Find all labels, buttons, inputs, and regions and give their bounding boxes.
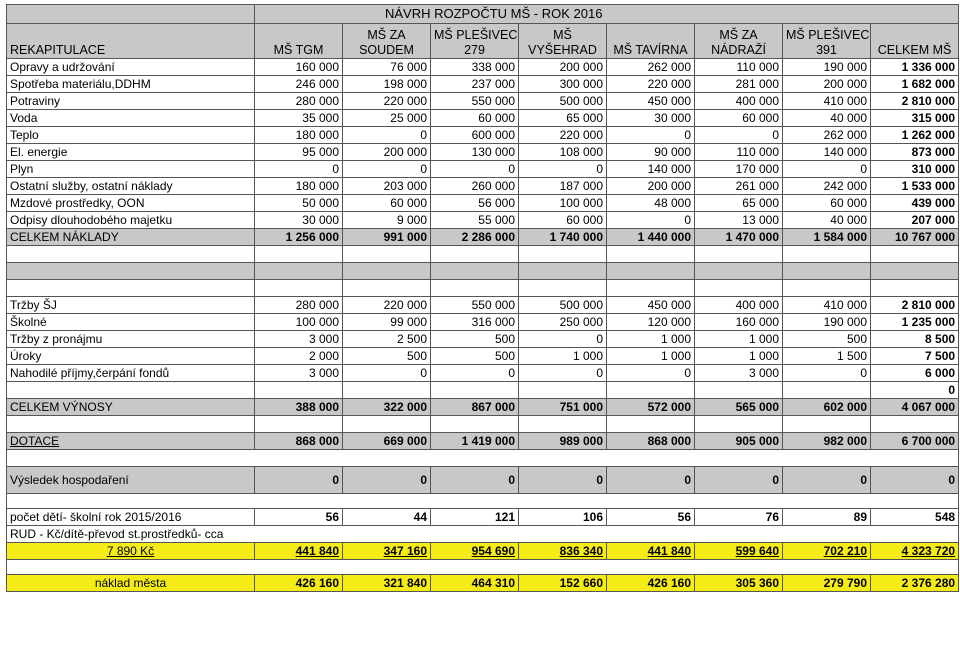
spacer-cell	[783, 416, 871, 433]
spacer-cell	[695, 280, 783, 297]
row-value: 180 000	[255, 178, 343, 195]
spacer-row	[7, 246, 959, 263]
row-value: 0	[783, 467, 871, 494]
row-value: 76	[695, 509, 783, 526]
header-col: CELKEM MŠ	[871, 24, 959, 59]
row-label: El. energie	[7, 144, 255, 161]
row-value: 991 000	[343, 229, 431, 246]
spacer-cell	[7, 416, 255, 433]
row-value: 410 000	[783, 297, 871, 314]
row-value: 220 000	[519, 127, 607, 144]
row-value: 989 000	[519, 433, 607, 450]
row-value: 388 000	[255, 399, 343, 416]
row-value: 110 000	[695, 59, 783, 76]
row-value: 0	[519, 467, 607, 494]
spacer-cell	[431, 382, 519, 399]
row-value: 198 000	[343, 76, 431, 93]
row-value: 0	[695, 127, 783, 144]
revenue-row	[7, 348, 959, 365]
row-value: 0	[783, 365, 871, 382]
row-value: 338 000	[431, 59, 519, 76]
cost-row	[7, 161, 959, 178]
spacer-cell	[7, 246, 255, 263]
row-label: Spotřeba materiálu,DDHM	[7, 76, 255, 93]
cost-row	[7, 127, 959, 144]
row-value: 4 323 720	[871, 543, 959, 560]
row-value: 1 533 000	[871, 178, 959, 195]
spacer-cell	[343, 416, 431, 433]
row-label: počet dětí- školní rok 2015/2016	[7, 509, 255, 526]
spacer-cell	[783, 280, 871, 297]
row-value: 13 000	[695, 212, 783, 229]
row-value: 65 000	[695, 195, 783, 212]
row-value: 30 000	[607, 110, 695, 127]
costs-total-row	[7, 229, 959, 246]
row-value: 261 000	[695, 178, 783, 195]
spacer-cell	[519, 280, 607, 297]
row-value: 321 840	[343, 575, 431, 592]
spacer-cell	[871, 416, 959, 433]
spacer-cell	[431, 416, 519, 433]
spacer-row	[7, 382, 959, 399]
row-value: 0	[607, 212, 695, 229]
row-value: 48 000	[607, 195, 695, 212]
row-value: 464 310	[431, 575, 519, 592]
row-value: 220 000	[343, 297, 431, 314]
row-label: Odpisy dlouhodobého majetku	[7, 212, 255, 229]
header-col: MŠ PLEŠIVEC 391	[783, 24, 871, 59]
row-value: 76 000	[343, 59, 431, 76]
row-value: 281 000	[695, 76, 783, 93]
spacer-row	[7, 280, 959, 297]
spacer-cell	[343, 246, 431, 263]
page-title: NÁVRH ROZPOČTU MŠ - ROK 2016	[255, 5, 959, 24]
row-value: 500	[343, 348, 431, 365]
row-value: 0	[343, 365, 431, 382]
spacer-cell	[783, 246, 871, 263]
row-label: CELKEM NÁKLADY	[7, 229, 255, 246]
row-value: 260 000	[431, 178, 519, 195]
row-value: 60 000	[695, 110, 783, 127]
spacer-cell	[607, 246, 695, 263]
dotace-row	[7, 433, 959, 450]
row-value: 187 000	[519, 178, 607, 195]
row-value: 450 000	[607, 93, 695, 110]
row-label: 7 890 Kč	[7, 543, 255, 560]
spacer-cell: 0	[871, 382, 959, 399]
row-value: 751 000	[519, 399, 607, 416]
row-value: 280 000	[255, 93, 343, 110]
row-value: 500	[431, 331, 519, 348]
row-value: 400 000	[695, 297, 783, 314]
row-label: Voda	[7, 110, 255, 127]
row-value: 60 000	[519, 212, 607, 229]
spacer-cell	[607, 382, 695, 399]
wide-cell	[7, 560, 959, 575]
row-value: 99 000	[343, 314, 431, 331]
row-value: 0	[343, 467, 431, 494]
row-value: 1 000	[695, 331, 783, 348]
row-value: 108 000	[519, 144, 607, 161]
row-value: 1 584 000	[783, 229, 871, 246]
row-value: 56	[607, 509, 695, 526]
row-value: 1 000	[607, 348, 695, 365]
spacer-cell	[607, 416, 695, 433]
spacer-cell	[255, 246, 343, 263]
spacer-cell	[519, 263, 607, 280]
row-value: 90 000	[607, 144, 695, 161]
row-value: 250 000	[519, 314, 607, 331]
row-value: 548	[871, 509, 959, 526]
row-value: 450 000	[607, 297, 695, 314]
spacer-cell	[343, 263, 431, 280]
row-value: 669 000	[343, 433, 431, 450]
row-value: 300 000	[519, 76, 607, 93]
row-label: Tržby ŠJ	[7, 297, 255, 314]
row-value: 1 336 000	[871, 59, 959, 76]
revenue-row	[7, 331, 959, 348]
row-value: 140 000	[783, 144, 871, 161]
revenue-row	[7, 297, 959, 314]
cost-row	[7, 195, 959, 212]
row-value: 954 690	[431, 543, 519, 560]
spacer-row	[7, 263, 959, 280]
row-value: 400 000	[695, 93, 783, 110]
spacer-cell	[7, 280, 255, 297]
row-value: 7 500	[871, 348, 959, 365]
spacer-cell	[255, 280, 343, 297]
row-value: 1 740 000	[519, 229, 607, 246]
row-value: 246 000	[255, 76, 343, 93]
cost-row	[7, 110, 959, 127]
row-value: 2 286 000	[431, 229, 519, 246]
row-value: 60 000	[431, 110, 519, 127]
row-value: 121	[431, 509, 519, 526]
row-value: 100 000	[519, 195, 607, 212]
spacer-cell	[431, 246, 519, 263]
cost-row	[7, 59, 959, 76]
row-value: 6 700 000	[871, 433, 959, 450]
row-value: 242 000	[783, 178, 871, 195]
row-value: 1 256 000	[255, 229, 343, 246]
row-value: 0	[519, 331, 607, 348]
header-row	[7, 24, 959, 59]
spacer-cell	[255, 263, 343, 280]
row-value: 439 000	[871, 195, 959, 212]
spacer-cell	[695, 416, 783, 433]
row-label: Ostatní služby, ostatní náklady	[7, 178, 255, 195]
row-value: 200 000	[607, 178, 695, 195]
row-value: 550 000	[431, 297, 519, 314]
row-value: 441 840	[255, 543, 343, 560]
header-col: MŠ VYŠEHRAD	[519, 24, 607, 59]
row-value: 1 000	[519, 348, 607, 365]
row-value: 347 160	[343, 543, 431, 560]
row-label: Opravy a udržování	[7, 59, 255, 76]
wide-cell	[7, 494, 959, 509]
row-value: 190 000	[783, 314, 871, 331]
revenue-row	[7, 365, 959, 382]
row-value: 160 000	[695, 314, 783, 331]
row-value: 56 000	[431, 195, 519, 212]
spacer-cell	[783, 382, 871, 399]
row-value: 3 000	[255, 331, 343, 348]
header-col: MŠ ZA NÁDRAŽÍ	[695, 24, 783, 59]
row-value: 207 000	[871, 212, 959, 229]
wide-row	[7, 494, 959, 509]
row-value: 867 000	[431, 399, 519, 416]
row-label: DOTACE	[7, 433, 255, 450]
row-value: 441 840	[607, 543, 695, 560]
row-label: Nahodilé příjmy,čerpání fondů	[7, 365, 255, 382]
row-value: 2 376 280	[871, 575, 959, 592]
row-value: 220 000	[607, 76, 695, 93]
row-value: 310 000	[871, 161, 959, 178]
row-value: 120 000	[607, 314, 695, 331]
row-value: 10 767 000	[871, 229, 959, 246]
spacer-cell	[871, 280, 959, 297]
row-value: 110 000	[695, 144, 783, 161]
spacer-cell	[695, 246, 783, 263]
spacer-cell	[519, 246, 607, 263]
header-rekapitulace: REKAPITULACE	[7, 24, 255, 59]
revenue-row	[7, 314, 959, 331]
wide-row	[7, 560, 959, 575]
cost-row	[7, 76, 959, 93]
row-value: 140 000	[607, 161, 695, 178]
row-label: Školné	[7, 314, 255, 331]
wide-row	[7, 526, 959, 543]
row-value: 0	[431, 161, 519, 178]
row-value: 50 000	[255, 195, 343, 212]
row-value: 322 000	[343, 399, 431, 416]
row-value: 9 000	[343, 212, 431, 229]
row-value: 0	[783, 161, 871, 178]
row-label: náklad města	[7, 575, 255, 592]
row-value: 40 000	[783, 110, 871, 127]
spacer-cell	[343, 280, 431, 297]
row-value: 565 000	[695, 399, 783, 416]
rud-row	[7, 543, 959, 560]
cost-row	[7, 212, 959, 229]
row-value: 106	[519, 509, 607, 526]
row-value: 25 000	[343, 110, 431, 127]
row-value: 0	[607, 127, 695, 144]
spacer-cell	[519, 416, 607, 433]
spacer-cell	[519, 382, 607, 399]
row-value: 44	[343, 509, 431, 526]
row-value: 170 000	[695, 161, 783, 178]
row-label: Výsledek hospodaření	[7, 467, 255, 494]
row-value: 262 000	[783, 127, 871, 144]
row-value: 203 000	[343, 178, 431, 195]
row-value: 200 000	[519, 59, 607, 76]
row-label: Tržby z pronájmu	[7, 331, 255, 348]
row-label: CELKEM VÝNOSY	[7, 399, 255, 416]
row-value: 4 067 000	[871, 399, 959, 416]
spacer-cell	[783, 263, 871, 280]
row-value: 0	[871, 467, 959, 494]
row-value: 500	[783, 331, 871, 348]
wide-cell: RUD - Kč/dítě-převod st.prostředků- cca	[7, 526, 959, 543]
row-value: 0	[431, 365, 519, 382]
row-value: 40 000	[783, 212, 871, 229]
title-row	[7, 5, 959, 24]
cost-row	[7, 178, 959, 195]
row-label: Teplo	[7, 127, 255, 144]
row-value: 2 810 000	[871, 93, 959, 110]
row-value: 599 640	[695, 543, 783, 560]
budget-table	[6, 4, 959, 592]
row-value: 868 000	[255, 433, 343, 450]
row-value: 0	[695, 467, 783, 494]
header-col: MŠ TAVÍRNA	[607, 24, 695, 59]
row-value: 500 000	[519, 93, 607, 110]
row-value: 0	[519, 365, 607, 382]
revenues-total-row	[7, 399, 959, 416]
row-value: 3 000	[695, 365, 783, 382]
header-col: MŠ ZA SOUDEM	[343, 24, 431, 59]
spacer-row	[7, 416, 959, 433]
row-value: 262 000	[607, 59, 695, 76]
row-value: 1 500	[783, 348, 871, 365]
row-value: 1 419 000	[431, 433, 519, 450]
row-value: 0	[431, 467, 519, 494]
row-value: 702 210	[783, 543, 871, 560]
spacer-cell	[871, 263, 959, 280]
row-value: 65 000	[519, 110, 607, 127]
row-value: 1 440 000	[607, 229, 695, 246]
row-value: 1 470 000	[695, 229, 783, 246]
row-value: 35 000	[255, 110, 343, 127]
row-value: 130 000	[431, 144, 519, 161]
row-value: 280 000	[255, 297, 343, 314]
row-value: 315 000	[871, 110, 959, 127]
row-value: 982 000	[783, 433, 871, 450]
row-value: 836 340	[519, 543, 607, 560]
row-value: 500	[431, 348, 519, 365]
row-value: 0	[607, 467, 695, 494]
row-value: 868 000	[607, 433, 695, 450]
row-value: 2 810 000	[871, 297, 959, 314]
header-col: MŠ TGM	[255, 24, 343, 59]
row-value: 2 500	[343, 331, 431, 348]
row-value: 1 000	[695, 348, 783, 365]
row-value: 602 000	[783, 399, 871, 416]
row-value: 30 000	[255, 212, 343, 229]
row-value: 180 000	[255, 127, 343, 144]
row-value: 500 000	[519, 297, 607, 314]
row-value: 95 000	[255, 144, 343, 161]
spacer-cell	[871, 246, 959, 263]
row-value: 1 262 000	[871, 127, 959, 144]
row-value: 1 682 000	[871, 76, 959, 93]
row-value: 1 235 000	[871, 314, 959, 331]
spacer-cell	[431, 263, 519, 280]
row-value: 55 000	[431, 212, 519, 229]
spacer-cell	[431, 280, 519, 297]
row-value: 6 000	[871, 365, 959, 382]
row-value: 152 660	[519, 575, 607, 592]
row-value: 100 000	[255, 314, 343, 331]
spacer-cell	[607, 280, 695, 297]
naklad-mesta-row	[7, 575, 959, 592]
row-value: 0	[519, 161, 607, 178]
spacer-cell	[7, 263, 255, 280]
children-row	[7, 509, 959, 526]
row-value: 410 000	[783, 93, 871, 110]
header-col: MŠ PLEŠIVEC 279	[431, 24, 519, 59]
row-value: 550 000	[431, 93, 519, 110]
row-value: 279 790	[783, 575, 871, 592]
row-value: 2 000	[255, 348, 343, 365]
row-value: 0	[255, 467, 343, 494]
row-value: 905 000	[695, 433, 783, 450]
row-value: 0	[343, 161, 431, 178]
row-label: Potraviny	[7, 93, 255, 110]
row-value: 89	[783, 509, 871, 526]
row-value: 1 000	[607, 331, 695, 348]
row-value: 200 000	[343, 144, 431, 161]
row-value: 0	[343, 127, 431, 144]
row-value: 873 000	[871, 144, 959, 161]
row-value: 426 160	[255, 575, 343, 592]
spacer-cell	[343, 382, 431, 399]
spacer-cell	[607, 263, 695, 280]
row-value: 237 000	[431, 76, 519, 93]
row-value: 0	[607, 365, 695, 382]
row-value: 190 000	[783, 59, 871, 76]
cost-row	[7, 93, 959, 110]
row-value: 3 000	[255, 365, 343, 382]
spacer-cell	[255, 416, 343, 433]
row-value: 60 000	[343, 195, 431, 212]
row-value: 0	[255, 161, 343, 178]
row-value: 305 360	[695, 575, 783, 592]
row-label: Plyn	[7, 161, 255, 178]
spacer-cell	[7, 382, 255, 399]
row-value: 60 000	[783, 195, 871, 212]
row-value: 572 000	[607, 399, 695, 416]
spacer-cell	[695, 263, 783, 280]
row-value: 220 000	[343, 93, 431, 110]
result-row	[7, 467, 959, 494]
cost-row	[7, 144, 959, 161]
row-value: 160 000	[255, 59, 343, 76]
wide-row	[7, 450, 959, 467]
spacer-cell	[255, 382, 343, 399]
row-label: Úroky	[7, 348, 255, 365]
row-value: 8 500	[871, 331, 959, 348]
row-value: 200 000	[783, 76, 871, 93]
wide-cell	[7, 450, 959, 467]
spacer-cell	[695, 382, 783, 399]
row-value: 426 160	[607, 575, 695, 592]
row-label: Mzdové prostředky, OON	[7, 195, 255, 212]
row-value: 316 000	[431, 314, 519, 331]
row-value: 600 000	[431, 127, 519, 144]
row-value: 56	[255, 509, 343, 526]
